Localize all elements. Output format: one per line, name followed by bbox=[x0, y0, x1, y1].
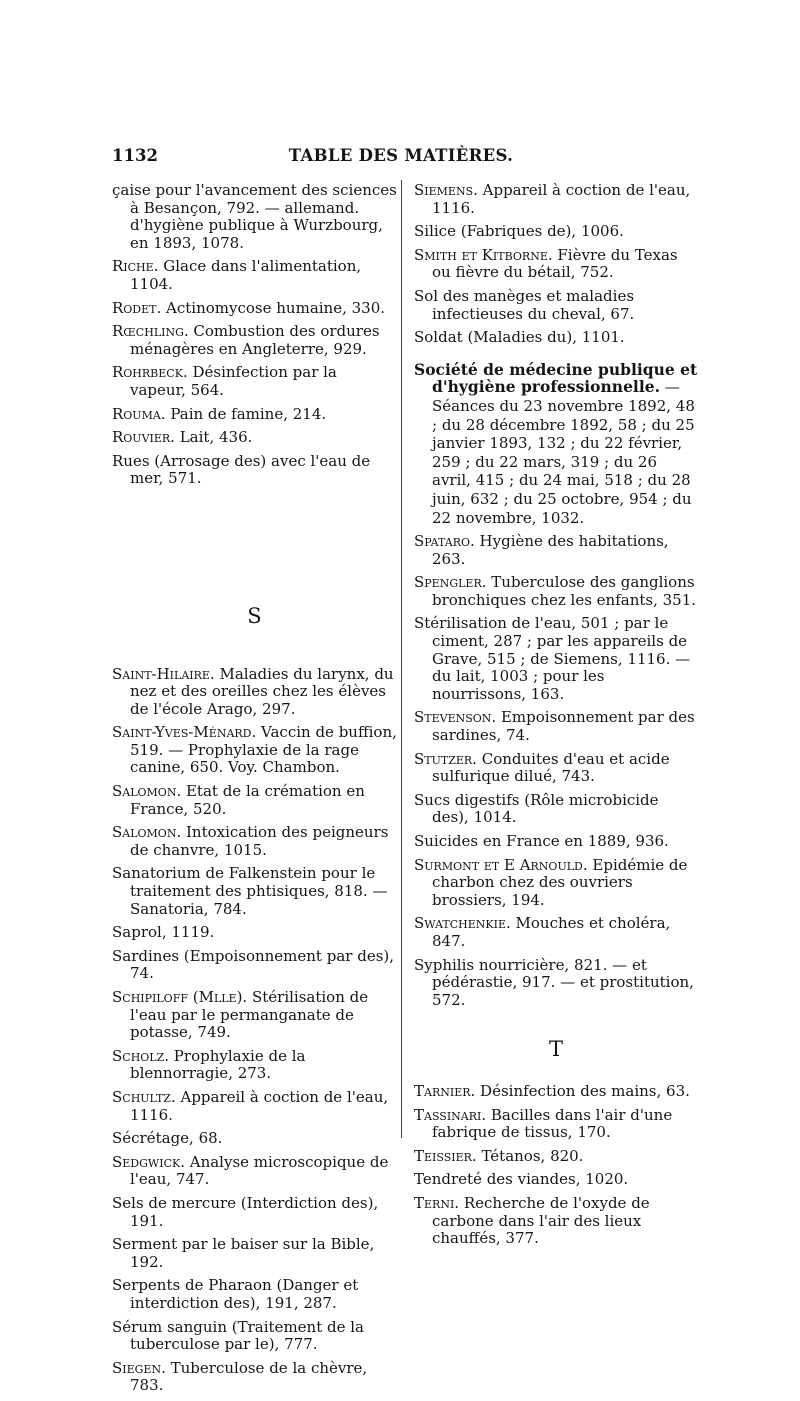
index-entry bbox=[414, 833, 698, 851]
index-entry bbox=[414, 857, 698, 910]
index-entry bbox=[414, 751, 698, 786]
index-entry bbox=[414, 288, 698, 323]
entry-heading: Teissier. bbox=[414, 1146, 477, 1165]
entry-heading: Riche. bbox=[112, 257, 159, 276]
index-entry bbox=[112, 1195, 397, 1230]
index-entry bbox=[112, 453, 397, 488]
index-entry bbox=[414, 1148, 698, 1166]
entry-text: Désinfection des mains, 63. bbox=[475, 1081, 690, 1100]
right-column bbox=[414, 182, 698, 1254]
entry-text: Glace dans l'alimentation, 1104. bbox=[130, 257, 362, 293]
index-entry bbox=[112, 948, 397, 983]
index-entry bbox=[414, 1195, 698, 1248]
entry-text: Lait, 436. bbox=[174, 428, 253, 447]
entry-heading: Rohrbeck. bbox=[112, 363, 188, 382]
entry-text: Empoisonnement par des sardines, 74. bbox=[432, 708, 695, 745]
index-entry bbox=[112, 1154, 397, 1189]
index-entry bbox=[414, 574, 698, 609]
entry-text: Mouches et choléra, 847. bbox=[432, 914, 671, 950]
section-letter-t: T bbox=[548, 1037, 563, 1062]
left-column bbox=[112, 182, 397, 1401]
entry-heading: Smith et Kitborne. bbox=[414, 245, 553, 264]
entry-text: Recherche de l'oxyde de carbone dans l'air des lieux chauffés, 377. bbox=[432, 1193, 650, 1248]
entry-heading: Siegen. bbox=[112, 1358, 166, 1377]
entry-heading: Rouma. bbox=[112, 404, 166, 423]
index-entry bbox=[414, 329, 698, 347]
index-entry bbox=[112, 666, 397, 719]
entry-text: Suicides en France en 1889, 936. bbox=[414, 832, 669, 850]
index-entry bbox=[112, 1319, 397, 1354]
index-entry bbox=[112, 364, 397, 399]
entry-text: Syphilis nourricière, 821. — et pédérastie, 917. — et prostitution, 572. bbox=[414, 955, 694, 1009]
entry-heading: Stevenson. bbox=[414, 708, 497, 727]
entry-text: Analyse microscopique de l'eau, 747. bbox=[130, 1152, 389, 1189]
entry-heading: Tarnier. bbox=[414, 1081, 476, 1100]
entry-text: Sucs digestifs (Rôle microbicide des), 1014. bbox=[414, 790, 659, 827]
entry-text: Maladies du larynx, du nez et des oreilles chez les élèves de l'école Arago, 297. bbox=[130, 664, 394, 718]
entry-heading: Saint-Hilaire. bbox=[112, 664, 215, 683]
entry-heading: Rodet. bbox=[112, 298, 162, 317]
entry-text: Stérilisation de l'eau, 501 ; par le ciment, 287 ; par les appareils de Grave, 515 ; de Siemens, 1116. — du lait, 1003 ; pour les nourrissons, 163. bbox=[414, 614, 691, 703]
r-entries bbox=[112, 182, 397, 488]
index-entry bbox=[112, 1236, 397, 1271]
index-entry bbox=[112, 182, 397, 252]
page-header bbox=[112, 146, 690, 170]
entry-heading: Schipiloff (Mlle). bbox=[112, 988, 248, 1006]
index-entry bbox=[112, 783, 397, 818]
index-entry bbox=[414, 957, 698, 1010]
entry-heading: Saint-Yves-Ménard. bbox=[112, 723, 257, 742]
entry-text: Vaccin de buffion, 519. — Prophylaxie de la rage canine, 650. Voy. Chambon. bbox=[130, 723, 397, 777]
index-entry bbox=[112, 258, 397, 293]
entry-text: Conduites d'eau et acide sulfurique dilué, 743. bbox=[432, 749, 670, 786]
column-divider bbox=[401, 180, 402, 1138]
entry-text: Stérilisation de l'eau par le permanganate de potasse, 749. bbox=[130, 988, 369, 1042]
entry-heading: Surmont et E Arnould. bbox=[414, 855, 588, 874]
entry-text: Serpents de Pharaon (Danger et interdiction des), 191, 287. bbox=[112, 1276, 359, 1312]
entry-text: Sécrétage, 68. bbox=[112, 1129, 223, 1148]
entry-text: Actinomycose humaine, 330. bbox=[161, 298, 386, 317]
index-entry bbox=[414, 1083, 698, 1101]
index-entry bbox=[414, 223, 698, 241]
entry-text: Tuberculose des ganglions bronchiques chez les enfants, 351. bbox=[432, 573, 697, 609]
entry-heading: Spataro. bbox=[414, 532, 475, 551]
entry-text: Hygiène des habitations, 263. bbox=[432, 532, 669, 568]
entry-text: Appareil à coction de l'eau, 1116. bbox=[130, 1087, 389, 1124]
entry-text: Rues (Arrosage des) avec l'eau de mer, 571. bbox=[112, 451, 371, 488]
index-entry bbox=[414, 247, 698, 282]
index-entry bbox=[414, 1171, 698, 1189]
entry-heading: Salomon. bbox=[112, 782, 182, 801]
index-entry-societe bbox=[414, 361, 698, 527]
section-letter-s: S bbox=[247, 603, 262, 628]
index-entry bbox=[112, 1277, 397, 1312]
s-entries-continued bbox=[414, 182, 698, 347]
index-entry bbox=[112, 824, 397, 859]
index-entry bbox=[112, 406, 397, 424]
index-entry bbox=[112, 989, 397, 1042]
index-entry bbox=[112, 1130, 397, 1148]
entry-text: Désinfection par la vapeur, 564. bbox=[130, 363, 337, 399]
entry-text: — Séances du 23 novembre 1892, 48 ; du 28 décembre 1892, 58 ; du 25 janvier 1893, 132 ; du 22 février, 259 ; du 22 mars, 319 ; du 26 avril, 415 ; du 24 mai, 518 ; du 28 juin, 632 ; du 25 octobre, 954 ; du 22 novembre, 1032. bbox=[432, 378, 695, 527]
index-entry bbox=[414, 915, 698, 950]
index-entry bbox=[112, 1360, 397, 1395]
entry-heading: Salomon. bbox=[112, 823, 182, 842]
index-entry bbox=[112, 924, 397, 942]
entry-text: çaise pour l'avancement des sciences à Besançon, 792. — allemand. d'hygiène publique à Wurzbourg, en 1893, 1078. bbox=[112, 181, 397, 252]
index-entry bbox=[414, 792, 698, 827]
entry-text: Saprol, 1119. bbox=[112, 923, 215, 942]
entry-heading: Schultz. bbox=[112, 1087, 176, 1106]
entry-text: Sardines (Empoisonnement par des), 74. bbox=[112, 946, 395, 983]
index-entry bbox=[112, 1089, 397, 1124]
entry-text: Combustion des ordures ménagères en Angleterre, 929. bbox=[130, 322, 380, 358]
entry-text: Tuberculose de la chèvre, 783. bbox=[130, 1358, 368, 1395]
entry-text: Intoxication des peigneurs de chanvre, 1015. bbox=[130, 823, 389, 859]
entry-text: Appareil à coction de l'eau, 1116. bbox=[432, 181, 691, 217]
entry-heading: Rœchling. bbox=[112, 322, 189, 341]
index-entry bbox=[414, 182, 698, 217]
s-entries bbox=[112, 666, 397, 1395]
t-entries bbox=[414, 1083, 698, 1248]
index-entry bbox=[414, 533, 698, 568]
index-entry bbox=[112, 429, 397, 447]
entry-text: Pain de famine, 214. bbox=[165, 404, 327, 423]
entry-heading: Scholz. bbox=[112, 1046, 170, 1065]
index-entry bbox=[112, 323, 397, 358]
running-title: TABLE DES MATIÈRES. bbox=[288, 146, 514, 165]
entry-heading: Tassinari. bbox=[414, 1105, 487, 1124]
entry-text: Prophylaxie de la blennorragie, 273. bbox=[130, 1046, 306, 1083]
entry-text: Etat de la crémation en France, 520. bbox=[130, 782, 365, 818]
entry-text: Silice (Fabriques de), 1006. bbox=[414, 222, 624, 241]
entry-text: Epidémie de charbon chez des ouvriers brossiers, 194. bbox=[432, 855, 688, 909]
entry-text: Sol des manèges et maladies infectieuses du cheval, 67. bbox=[414, 286, 635, 323]
entry-heading: Spengler. bbox=[414, 573, 487, 592]
entry-heading: Société de médecine publique et d'hygiène professionnelle. bbox=[414, 359, 698, 397]
entry-text: Soldat (Maladies du), 1101. bbox=[414, 328, 625, 347]
entry-text: Sels de mercure (Interdiction des), 191. bbox=[112, 1193, 379, 1230]
entry-text: Serment par le baiser sur la Bible, 192. bbox=[112, 1235, 375, 1271]
index-entry bbox=[414, 709, 698, 744]
entry-text: Tendreté des viandes, 1020. bbox=[414, 1170, 629, 1189]
entry-heading: Rouvier. bbox=[112, 428, 175, 447]
entry-heading: Sedgwick. bbox=[112, 1152, 185, 1171]
index-entry bbox=[414, 1107, 698, 1142]
entry-text: Tétanos, 820. bbox=[476, 1146, 584, 1165]
entry-text: Bacilles dans l'air d'une fabrique de tissus, 170. bbox=[432, 1105, 673, 1142]
entry-heading: Siemens. bbox=[414, 181, 478, 199]
entry-text: Sanatorium de Falkenstein pour le traitement des phtisiques, 818. — Sanatoria, 784. bbox=[112, 864, 388, 918]
page-number: 1132 bbox=[112, 146, 158, 165]
index-entry bbox=[414, 615, 698, 703]
entry-text: Sérum sanguin (Traitement de la tuberculose par le), 777. bbox=[112, 1317, 364, 1354]
entry-heading: Swatchenkie. bbox=[414, 914, 511, 933]
entry-text: Fièvre du Texas ou fièvre du bétail, 752. bbox=[432, 245, 678, 282]
index-entry bbox=[112, 1048, 397, 1083]
index-entry bbox=[112, 865, 397, 918]
s-entries-tail bbox=[414, 533, 698, 1009]
index-entry bbox=[112, 724, 397, 777]
entry-heading: Terni. bbox=[414, 1193, 460, 1212]
entry-heading: Stutzer. bbox=[414, 749, 477, 768]
index-entry bbox=[112, 300, 397, 318]
